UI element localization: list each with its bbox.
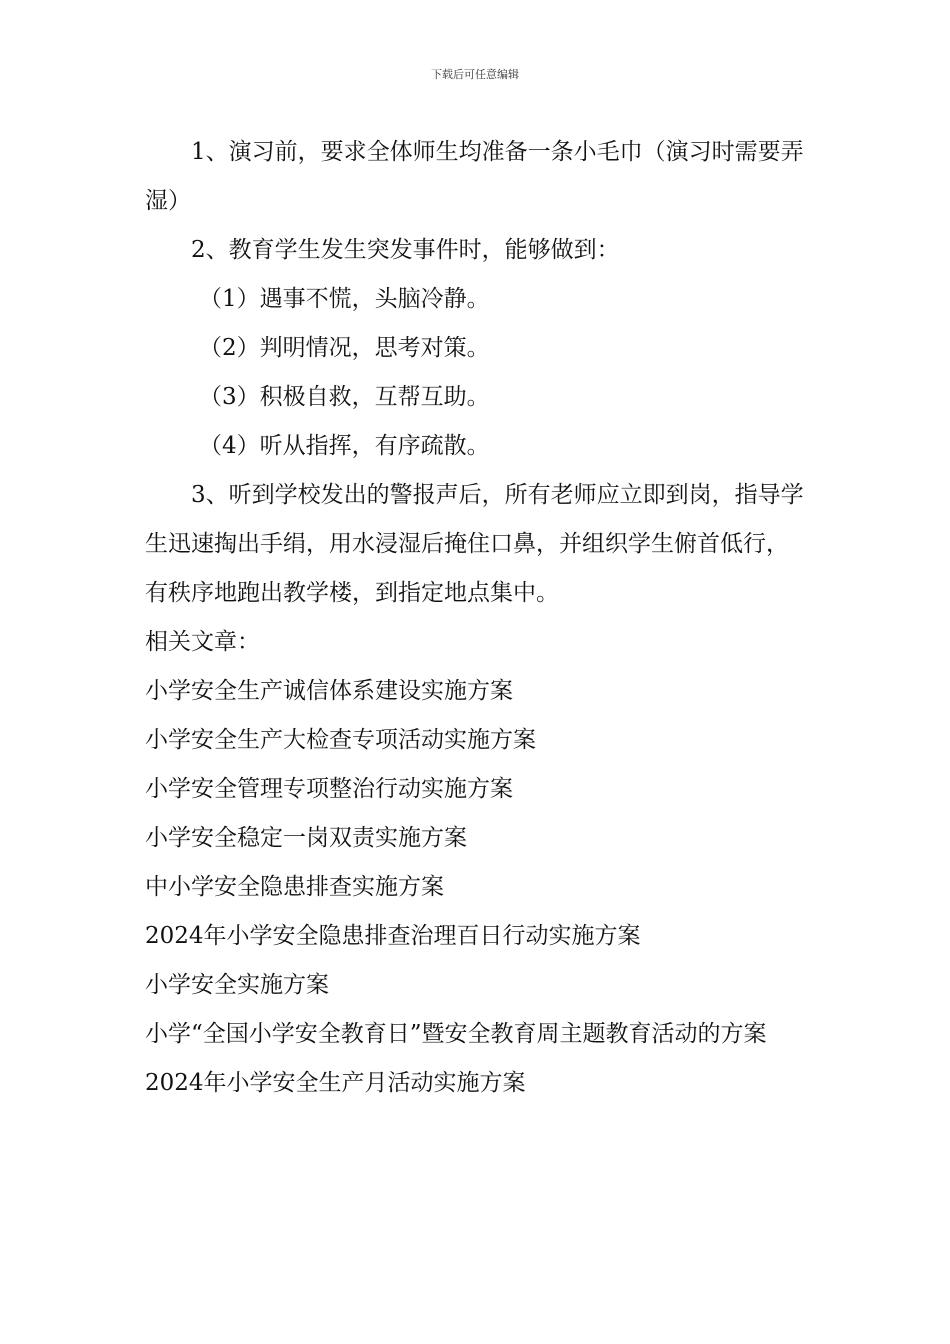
paragraph-item-1: 1、演习前，要求全体师生均准备一条小毛巾（演习时需要弄湿） (145, 139, 804, 214)
sub-item-2: （2）判明情况，思考对策。 (199, 335, 490, 361)
related-article-link[interactable]: 2024年小学安全隐患排查治理百日行动实施方案 (145, 923, 641, 949)
sub-item-4: （4）听从指挥，有序疏散。 (199, 433, 490, 459)
related-article-link[interactable]: 小学安全管理专项整治行动实施方案 (145, 776, 513, 802)
page-header: 下载后可任意编辑 (431, 68, 519, 81)
related-articles-list (145, 667, 810, 1108)
related-article-link[interactable]: 中小学安全隐患排查实施方案 (145, 874, 444, 900)
sub-item-3: （3）积极自救，互帮互助。 (199, 384, 490, 410)
related-article-link[interactable]: 小学安全稳定一岗双责实施方案 (145, 825, 467, 851)
related-article-link[interactable]: 2024年小学安全生产月活动实施方案 (145, 1070, 526, 1096)
related-article-link[interactable]: 小学“全国小学安全教育日”暨安全教育周主题教育活动的方案 (145, 1021, 767, 1047)
sub-item-1: （1）遇事不慌，头脑冷静。 (199, 286, 490, 312)
related-article-link[interactable]: 小学安全生产大检查专项活动实施方案 (145, 727, 536, 753)
related-article-link[interactable]: 小学安全生产诚信体系建设实施方案 (145, 678, 513, 704)
paragraph-item-3: 3、听到学校发出的警报声后，所有老师应立即到岗，指导学生迅速掏出手绢，用水浸湿后掩住口鼻，并组织学生俯首低行，有秩序地跑出教学楼，到指定地点集中。 (145, 482, 804, 606)
related-articles-label: 相关文章： (145, 629, 260, 655)
paragraph-item-2: 2、教育学生发生突发事件时，能够做到： (191, 237, 620, 263)
document-body (145, 128, 810, 1108)
related-article-link[interactable]: 小学安全实施方案 (145, 972, 329, 998)
